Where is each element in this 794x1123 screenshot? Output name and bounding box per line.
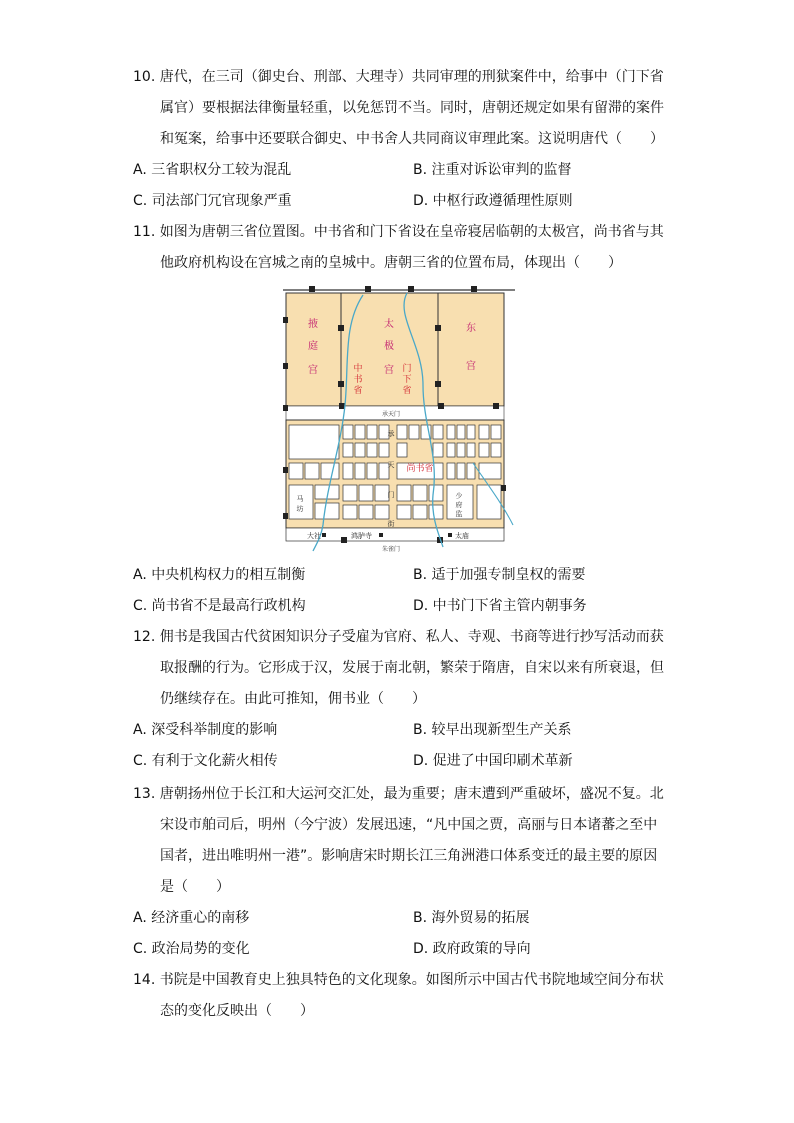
q11-option-b[interactable]: B. 适于加强专制皇权的需要 [413,567,586,583]
q11-option-d[interactable]: D. 中书门下省主管内朝事务 [413,598,587,614]
q12-option-c[interactable]: C. 有利于文化薪火相传 [133,753,278,769]
q12-option-b[interactable]: B. 较早出现新型生产关系 [413,722,572,738]
label-mafang-2: 坊 [296,505,304,513]
label-taiji-1: 太 [384,319,394,330]
label-zhongshu-3: 省 [353,386,363,396]
label-street-3: 门 [387,491,395,499]
q14-line-1: 14. 书院是中国教育史上独具特色的文化现象。如图所示中国古代书院地域空间分布状 [133,972,664,988]
label-zhongshu-2: 书 [353,375,363,385]
q11-line-2: 他政府机构设在宫城之南的皇城中。唐朝三省的位置布局，体现出（ ） [160,255,622,271]
label-taimiao: 太庙 [455,532,469,540]
label-yeting-2: 庭 [308,341,318,352]
label-dashe: 大社 [307,532,321,540]
q10-line-1: 10. 唐代，在三司（御史台、刑部、大理寺）共同审理的刑狱案件中，给事中（门下省 [133,69,664,85]
label-zhuquemen: 朱雀门 [381,546,401,553]
q13-line-1: 13. 唐朝扬州位于长江和大运河交汇处，最为重要；唐末遭到严重破坏，盛况不复。北 [133,786,664,802]
q11-option-c[interactable]: C. 尚书省不是最高行政机构 [133,598,306,614]
label-shaofujian-3: 监 [455,510,463,518]
label-street-1: 承 [387,430,395,438]
q10-option-d[interactable]: D. 中枢行政遵循理性原则 [413,193,573,209]
q10-line-3: 和冤案，给事中还要联合御史、中书舍人共同商议审理此案。这说明唐代（ ） [160,131,664,147]
q12-line-3: 仍继续存在。由此可推知，佣书业（ ） [160,691,426,707]
label-menxia-2: 下 [402,375,412,385]
q12-line-2: 取报酬的行为。它形成于汉，发展于南北朝，繁荣于隋唐，自宋以来有所衰退，但 [160,660,664,676]
q12-line-1: 12. 佣书是我国古代贫困知识分子受雇为官府、私人、寺观、书商等进行抄写活动而获 [133,629,664,645]
tang-three-departments-map [283,285,515,555]
label-street-2: 天 [387,461,395,469]
label-mafang-1: 马 [296,495,304,503]
label-honglusi: 鸿胪寺 [351,532,372,540]
label-shaofujian-1: 少 [455,492,463,500]
label-chengtianmen: 承天门 [381,411,401,418]
q11-line-1: 11. 如图为唐朝三省位置图。中书省和门下省设在皇帝寝居临朝的太极宫，尚书省与其 [133,224,664,240]
q12-option-d[interactable]: D. 促进了中国印刷术革新 [413,753,573,769]
q13-line-2: 宋设市舶司后，明州（今宁波）发展迅速，“凡中国之贾，高丽与日本诸蕃之至中 [160,817,658,833]
map-svg [283,285,515,555]
label-yeting-3: 宫 [308,365,318,376]
q13-line-3: 国者，进出唯明州一港”。影响唐宋时期长江三角洲港口体系变迁的最主要的原因 [160,848,658,864]
q10-option-a[interactable]: A. 三省职权分工较为混乱 [133,162,292,178]
q10-option-c[interactable]: C. 司法部门冗官现象严重 [133,193,292,209]
label-donggong-1: 东 [466,323,476,334]
label-taiji-2: 极 [384,341,394,352]
q14-line-2: 态的变化反映出（ ） [160,1003,314,1019]
q13-line-4: 是（ ） [160,879,230,895]
label-zhongshu-1: 中 [353,364,363,374]
q13-option-c[interactable]: C. 政治局势的变化 [133,941,250,957]
q12-option-a[interactable]: A. 深受科举制度的影响 [133,722,278,738]
label-donggong-2: 宫 [466,361,476,372]
q10-option-b[interactable]: B. 注重对诉讼审判的监督 [413,162,572,178]
q11-option-a[interactable]: A. 中央机构权力的相互制衡 [133,567,306,583]
q13-option-a[interactable]: A. 经济重心的南移 [133,910,250,926]
q10-line-2: 属官）要根据法律衡量轻重，以免惩罚不当。同时，唐朝还规定如果有留滞的案件 [160,100,664,116]
label-shangshu: 尚书省 [406,464,434,474]
q13-option-b[interactable]: B. 海外贸易的拓展 [413,910,530,926]
label-menxia-3: 省 [402,386,412,396]
label-taiji-3: 宫 [384,365,394,376]
label-yeting-1: 掖 [308,319,318,330]
label-shaofujian-2: 府 [455,501,463,509]
label-street-4: 街 [387,520,395,528]
q13-option-d[interactable]: D. 政府政策的导向 [413,941,531,957]
label-menxia-1: 门 [402,364,412,374]
